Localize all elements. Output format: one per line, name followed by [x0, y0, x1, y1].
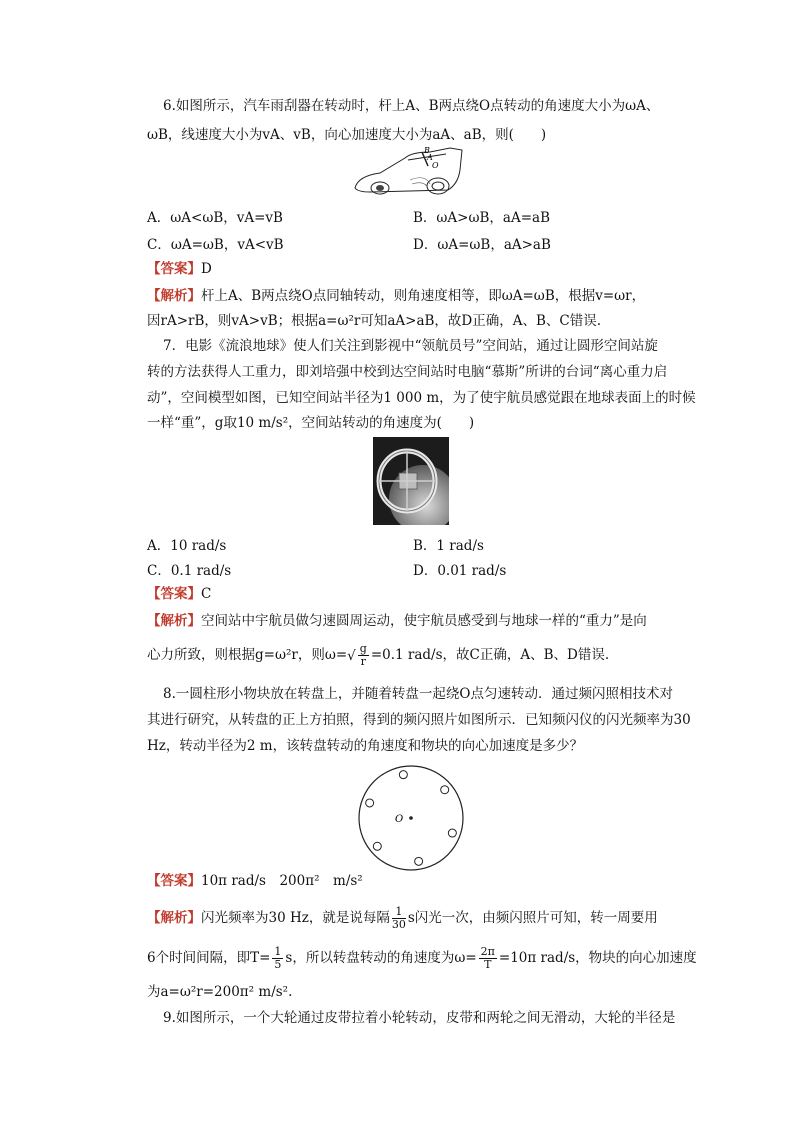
flash-block-mark: [399, 771, 407, 779]
q8-answer: [147, 871, 675, 891]
q9-line1: 9.如图所示，一个大轮通过皮带拉着小轮转动，皮带和两轮之间无滑动，大轮的半径是: [163, 1010, 676, 1026]
q8-analysis-text2c: =10π rad/s，物块的向心加速度: [498, 950, 697, 966]
q8-answer-value: 10π rad/s 200π² m/s²: [201, 873, 363, 889]
q8-analysis-line1: [147, 903, 675, 933]
wiper-car-figure: [350, 140, 470, 200]
sqrt-symbol: √: [347, 647, 356, 664]
q7-analysis-line2: [147, 640, 675, 671]
turntable-figure: [355, 762, 467, 874]
analysis-tag: 【解析】: [147, 910, 201, 926]
flash-block-mark: [441, 786, 449, 794]
flash-block-mark: [448, 829, 456, 837]
q6-option-c: C．ωA=ωB，vA<vB: [147, 237, 284, 253]
q6-option-a: A．ωA<ωB，vA=vB: [147, 210, 283, 226]
q7-analysis-text2b: =0.1 rad/s，故C正确，A、B、D错误.: [370, 647, 610, 663]
q7-analysis-line1: [147, 611, 675, 631]
q8-analysis-text1a: 闪光频率为30 Hz，就是说每隔: [201, 910, 390, 926]
q6-line2: ωB，线速度大小为vA、vB，向心加速度大小为aA、aB，则( ): [147, 127, 547, 143]
frac-numerator: 2π: [480, 945, 495, 958]
q8-analysis-text2b: s，所以转盘转动的角速度为ω=: [285, 950, 477, 966]
q8-line3: Hz，转动半径为2 m，该转盘转动的角速度和物块的向心加速度是多少？: [147, 738, 584, 754]
q7-line2: 转的方法获得人工重力，即刘培强中校到达空间站时电脑“慕斯”所讲的台词“离心重力启: [147, 364, 668, 380]
q7-line4: 一样“重”，g取10 m/s²，空间站转动的角速度为( ): [147, 415, 475, 431]
q8-line2: 其进行研究，从转盘的正上方拍照，得到的频闪照片如图所示．已知频闪仪的闪光频率为30: [147, 712, 691, 728]
q8-analysis-text2a: 6个时间间隔，即T=: [147, 950, 271, 966]
analysis-tag: 【解析】: [147, 613, 201, 629]
q7-option-d: D．0.01 rad/s: [413, 563, 507, 579]
q6-analysis-line2: 因rA>rB，则vA>vB；根据a=ω²r可知aA>aB，故D正确，A、B、C错误.: [147, 313, 602, 329]
q6-analysis-text1: 杆上A、B两点绕O点同轴转动，则角速度相等，即ωA=ωB，根据v=ωr，: [201, 288, 646, 304]
flash-block-mark: [366, 799, 374, 807]
q7-analysis-text1: 空间站中宇航员做匀速圆周运动，使宇航员感受到与地球一样的“重力”是向: [201, 613, 647, 629]
q7-line3: 动”，空间模型如图，已知空间站半径为1 000 m，为了使宇航员感觉跟在地球表面上的时候: [147, 390, 696, 406]
frac-denominator: 30: [391, 918, 406, 931]
q8-fraction-2: [272, 946, 283, 971]
figure-label-a: A: [427, 153, 433, 162]
frac-denominator: 5: [274, 958, 282, 971]
q6-analysis-line1: [147, 286, 675, 306]
frac-numerator: 1: [274, 945, 282, 958]
answer-tag: 【答案】: [147, 261, 201, 277]
q6-option-b: B．ωA>ωB，aA=aB: [413, 210, 550, 226]
figure-label-b: B: [424, 146, 430, 155]
q7-line1: 7．电影《流浪地球》使人们关注到影视中“领航员号”空间站，通过让圆形空间站旋: [163, 338, 658, 354]
answer-tag: 【答案】: [147, 873, 201, 889]
q7-analysis-text2a: 心力所致，则根据g=ω²r，则ω=: [147, 647, 348, 663]
q7-option-b: B．1 rad/s: [413, 538, 484, 554]
q8-analysis-line2: [147, 943, 697, 973]
q8-analysis-line3: 为a=ω²r=200π² m/s².: [147, 984, 293, 1000]
center-label: O: [395, 814, 404, 825]
q7-fraction: [358, 643, 369, 668]
q8-fraction-3: [479, 946, 497, 971]
q8-fraction-1: [392, 906, 406, 931]
flash-block-mark: [373, 842, 381, 850]
frac-numerator: 1: [392, 906, 406, 919]
frac-denominator: T: [484, 958, 492, 971]
frac-numerator: g: [359, 642, 367, 655]
q6-option-d: D．ωA=ωB，aA>aB: [413, 237, 551, 253]
frac-denominator: r: [360, 655, 366, 668]
space-station-photo: [373, 437, 449, 525]
q7-answer-value: C: [201, 586, 212, 602]
q7-answer: [147, 584, 675, 604]
q7-option-c: C．0.1 rad/s: [147, 563, 232, 579]
q8-line1: 8.一圆柱形小物块放在转盘上，并随着转盘一起绕O点匀速转动．通过频闪照相技术对: [163, 686, 673, 702]
flash-block-mark: [415, 857, 423, 865]
q6-answer: [147, 259, 675, 279]
q7-option-a: A．10 rad/s: [147, 538, 227, 554]
q6-line1: 6.如图所示，汽车雨刮器在转动时，杆上A、B两点绕O点转动的角速度大小为ωA、: [163, 98, 660, 114]
answer-tag: 【答案】: [147, 586, 201, 602]
analysis-tag: 【解析】: [147, 288, 201, 304]
q8-analysis-text1b: s闪光一次，由频闪照片可知，转一周要用: [407, 910, 658, 926]
q6-answer-value: D: [201, 261, 212, 277]
figure-label-o: O: [432, 161, 439, 170]
